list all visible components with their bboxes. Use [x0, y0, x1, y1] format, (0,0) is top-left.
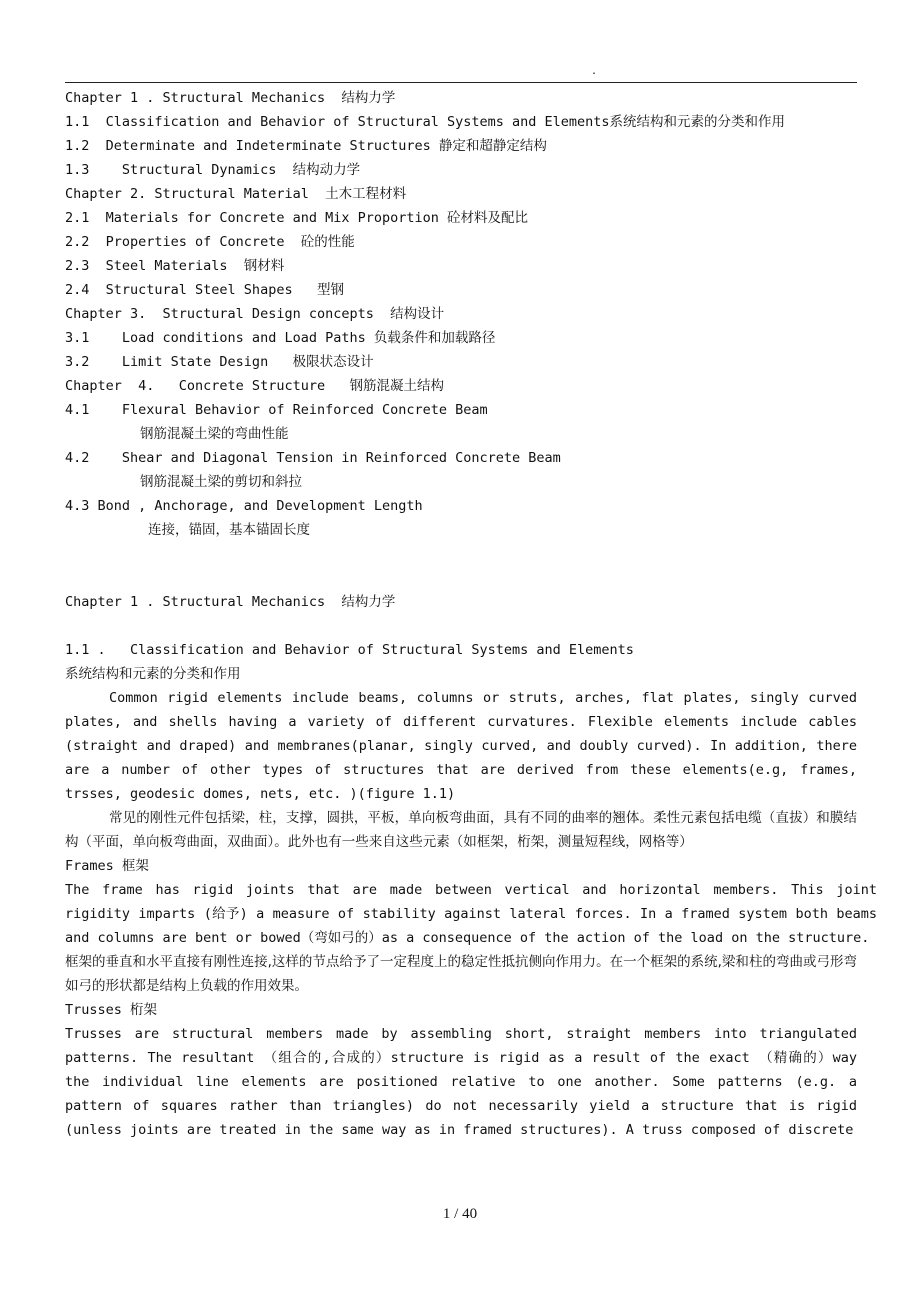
page-number: 1 / 40 [442, 1206, 478, 1222]
chapter-heading: Chapter 1 . Structural Mechanics 结构力学 [65, 594, 396, 610]
toc-section-4-1-cn: 钢筋混凝土梁的弯曲性能 [140, 426, 289, 442]
frames-heading: Frames 框架 [65, 858, 149, 874]
toc-section-2-4: 2.4 Structural Steel Shapes 型钢 [65, 282, 344, 298]
toc-chapter-2: Chapter 2. Structural Material 土木工程材料 [65, 186, 407, 202]
trusses-heading: Trusses 桁架 [65, 1002, 158, 1018]
toc-section-1-3: 1.3 Structural Dynamics 结构动力学 [65, 162, 361, 178]
table-of-contents [65, 86, 877, 542]
toc-section-1-1: 1.1 Classification and Behavior of Structural Systems and Elements系统结构和元素的分类和作用 [65, 114, 786, 130]
paragraph-frames-cn: 框架的垂直和水平直接有刚性连接,这样的节点给予了一定程度上的稳定性抵抗侧向作用力。在一个框架的系统,梁和柱的弯曲或弓形弯如弓的形状都是结构上负载的作用效果。 [65, 954, 857, 994]
toc-section-1-2: 1.2 Determinate and Indeterminate Structures 静定和超静定结构 [65, 138, 547, 154]
toc-section-2-1: 2.1 Materials for Concrete and Mix Proportion 砼材料及配比 [65, 210, 529, 226]
toc-section-4-2-cn: 钢筋混凝土梁的剪切和斜拉 [140, 474, 302, 490]
toc-section-3-2: 3.2 Limit State Design 极限状态设计 [65, 354, 374, 370]
toc-section-4-3-cn: 连接，锚固，基本锚固长度 [148, 522, 310, 538]
toc-chapter-4: Chapter 4. Concrete Structure 钢筋混凝土结构 [65, 378, 444, 394]
toc-section-4-2: 4.2 Shear and Diagonal Tension in Reinforced Concrete Beam [65, 450, 561, 466]
header-dot: . [591, 66, 598, 77]
toc-section-2-3: 2.3 Steel Materials 钢材料 [65, 258, 285, 274]
toc-section-3-1: 3.1 Load conditions and Load Paths 负载条件和加载路径 [65, 330, 496, 346]
toc-section-4-3: 4.3 Bond , Anchorage, and Development Length [65, 498, 423, 514]
toc-chapter-1: Chapter 1 . Structural Mechanics 结构力学 [65, 90, 396, 106]
paragraph-trusses-en: Trusses are structural members made by assembling short, straight members into triangulated patterns. The resultant （组合的,合成的）structure is rigid as a result of the exact （精确的）way the individual line elements are positioned relative to one another. Some patterns (e.g. a pattern of squares rather than triangles) do not necessarily yield a structure that is rigid (unless joints are treated in the same way as in framed structures). A truss composed of discrete [65, 1026, 857, 1138]
document-body [65, 86, 877, 1142]
toc-chapter-3: Chapter 3. Structural Design concepts 结构设计 [65, 306, 445, 322]
toc-section-2-2: 2.2 Properties of Concrete 砼的性能 [65, 234, 355, 250]
toc-section-4-1: 4.1 Flexural Behavior of Reinforced Concrete Beam [65, 402, 488, 418]
paragraph-frames-en: The frame has rigid joints that are made between vertical and horizontal members. This joint rigidity imparts (给予) a measure of stability against lateral forces. In a framed system both beams and columns are bent or bowed（弯如弓的）as a consequence of the action of the load on the structure. [65, 882, 877, 946]
section-heading-cn: 系统结构和元素的分类和作用 [65, 666, 241, 682]
paragraph-elements-cn: 常见的刚性元件包括梁，柱，支撑，圆拱，平板，单向板弯曲面，具有不同的曲率的翘体。柔性元素包括电缆（直拔）和膜结构（平面，单向板弯曲面，双曲面）。此外也有一些来自这些元素（如框架，桁架，测量短程线，网格等） [65, 810, 857, 850]
paragraph-elements-en: Common rigid elements include beams, columns or struts, arches, flat plates, singly curved plates, and shells having a variety of different curvatures. Flexible elements include cables (straight and draped) and membranes(planar, singly curved, and doubly curved). In addition, there are a number of other types of structures that are derived from these elements(e.g, frames, trsses, geodesic domes, nets, etc. )(figure 1.1) [65, 690, 857, 802]
section-heading: 1.1 . Classification and Behavior of Structural Systems and Elements [65, 642, 634, 658]
header-rule [65, 82, 857, 83]
